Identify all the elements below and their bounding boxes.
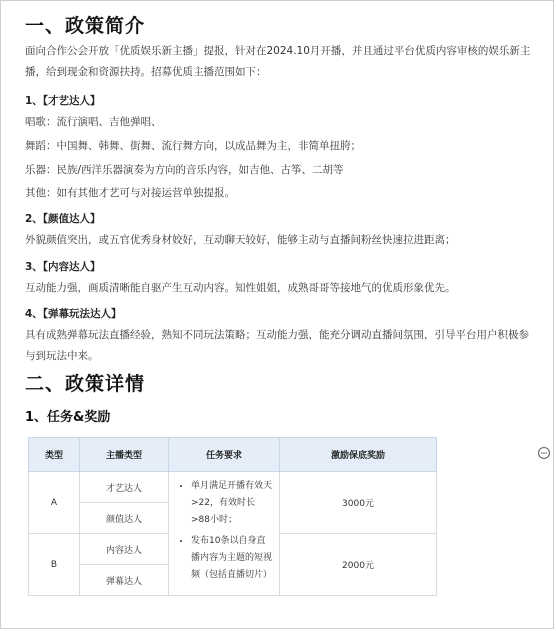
table-row [29,472,437,503]
talent-line-dance: 舞蹈：中国舞、韩舞、街舞、流行舞方向，以成品舞为主，非简单扭胯； [25,140,361,152]
section-title-intro: 一、政策简介 [25,15,146,37]
looks-line: 外貌颜值突出，或五官优秀身材姣好，互动聊天较好，能够主动与直播间粉丝快速拉进距离； [25,234,456,246]
type-a-cell: A [29,472,80,534]
tasks-rewards-table [28,437,437,596]
comment-icon[interactable] [537,446,551,460]
talent-line-other: 其他：如有其他才艺可与对接运营单独提报。 [25,187,235,199]
header-anchor-type: 主播类型 [80,438,169,472]
requirement-item: • 发布10条以自身直播内容为主题的短视频（包括直播切片） [191,533,273,584]
header-reward: 激励保底奖励 [280,438,437,472]
anchor-cell-looks: 颜值达人 [80,503,169,534]
table-header-row [29,438,437,472]
intro-paragraph: 面向合作公会开放「优质娱乐新主播」提报，针对在2024.10月开播，并且通过平台优质内容审核的娱乐新主播，给到现金和资源扶持。招募优质主播范围如下： [25,45,531,78]
talent-line-singing: 唱歌：流行演唱、吉他弹唱、 [25,116,162,128]
header-task-requirement: 任务要求 [169,438,280,472]
anchor-cell-talent: 才艺达人 [80,472,169,503]
section-title-details: 二、政策详情 [25,373,146,395]
group-heading-content: 3、【内容达人】 [25,261,101,273]
anchor-cell-content: 内容达人 [80,534,169,565]
task-requirement-cell [169,472,280,596]
reward-a-cell: 3000元 [280,472,437,534]
reward-b-cell: 2000元 [280,534,437,596]
subheading-tasks-rewards: 1、任务&奖励 [25,410,111,425]
header-type: 类型 [29,438,80,472]
group-heading-talent: 1、【才艺达人】 [25,95,101,107]
type-b-cell: B [29,534,80,596]
group-heading-danmaku: 4、【弹幕玩法达人】 [25,308,122,320]
anchor-cell-danmaku: 弹幕达人 [80,565,169,596]
requirement-item: • 单月满足开播有效天>22，有效时长>88小时； [191,478,273,529]
group-heading-looks: 2、【颜值达人】 [25,213,101,225]
danmaku-line: 具有成熟弹幕玩法直播经验，熟知不同玩法策略；互动能力强，能充分调动直播间氛围，引导平台用户积极参与到玩法中来。 [25,329,529,362]
talent-line-instrument: 乐器：民族/西洋乐器演奏为方向的音乐内容，如吉他、古筝、二胡等 [25,164,344,176]
content-line: 互动能力强，画质清晰能自驱产生互动内容。知性姐姐，成熟哥哥等接地气的优质形象优先。 [25,282,456,294]
